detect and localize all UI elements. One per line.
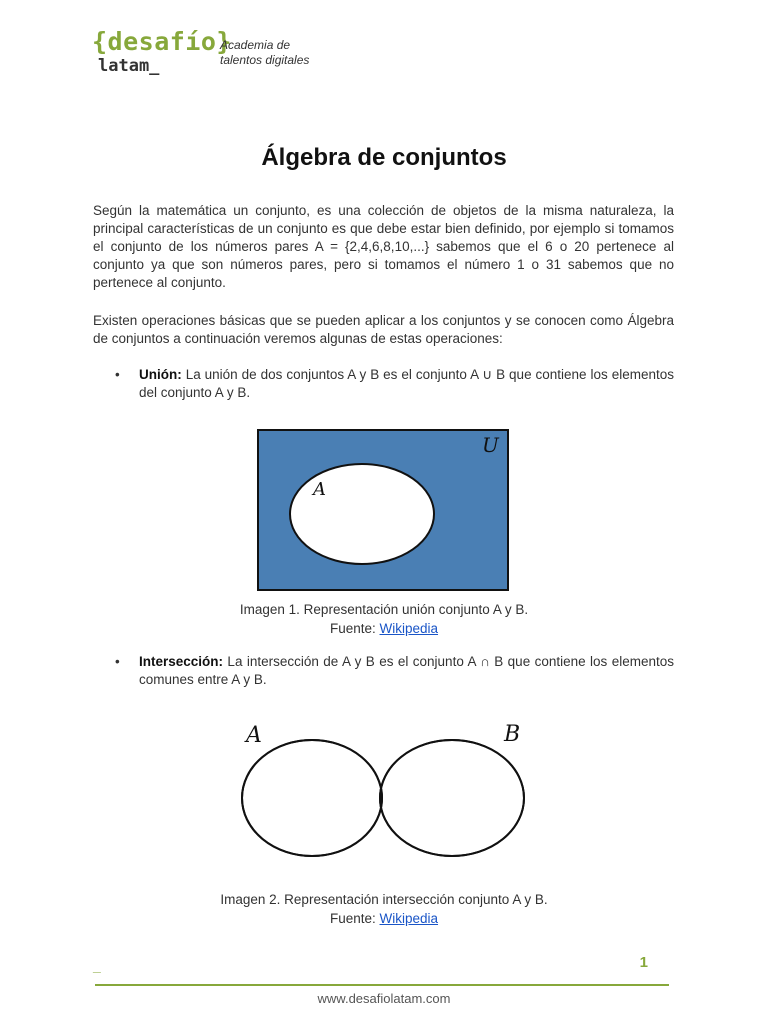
tagline [220,38,309,68]
source-label: Fuente: [329,911,380,926]
set-b-label: B [504,722,521,747]
universe-label: U [482,433,499,457]
figure-1-caption-block [0,600,768,638]
page-number: 1 [639,954,648,971]
brand-logo [92,28,232,76]
footer-url: www.desafiolatam.com [317,991,451,1006]
tagline-line-2: talentos digitales [220,53,310,67]
bullet-description: La intersección de A y B es el conjunto A ∩ B que contiene los elementos comunes entre A y B. [139,654,674,687]
figure-2-caption-block [0,890,768,928]
bullet-dot: • [115,367,120,382]
figure-1-caption: Imagen 1. Representación unión conjunto A y B. [239,602,529,617]
figure-2-source [0,909,768,928]
union-venn-diagram [250,422,520,598]
page-title: Álgebra de conjuntos [261,144,507,171]
intersection-venn-diagram [230,712,540,872]
intro-paragraph: Según la matemática un conjunto, es una colección de objetos de la misma naturaleza, la principal características de un conjunto es que debe estar bien definido, por ejemplo si tomamos el conjunto de los números pares A = {2,4,6,8,10,...} sabemos que el 6 o 20 pertenece al conjunto ya que son números pares, pero si tomamos el número 1 o 31 sabemos que no pertenece al conjunto. [93,203,674,290]
tagline-line-1: Academia de [220,38,291,52]
figure-1-source [0,619,768,638]
logo-subword: latam_ [98,56,160,76]
footer-divider [95,984,669,986]
bullet-union [115,366,674,402]
bullet-term: Intersección: [139,654,224,669]
bullet-text [139,653,674,689]
logo-wordmark: {desafío} [92,27,232,56]
figure-2-caption: Imagen 2. Representación intersección conjunto A y B. [220,892,548,907]
bullet-dot: • [115,654,120,669]
bullet-intersection [115,653,674,689]
wikipedia-link[interactable]: Wikipedia [379,621,439,636]
footer-dash: _ [93,958,101,974]
set-a-label: A [246,723,262,748]
source-label: Fuente: [329,621,380,636]
set-b-outline [380,740,524,856]
bullet-description: La unión de dos conjuntos A y B es el conjunto A ∪ B que contiene los elementos del conjunto A y B. [139,367,674,400]
bullet-text [139,366,674,402]
bullet-term: Unión: [139,367,182,382]
set-a-label: A [313,479,326,500]
wikipedia-link[interactable]: Wikipedia [379,911,439,926]
set-a-ellipse [290,464,434,564]
operations-paragraph: Existen operaciones básicas que se pueden aplicar a los conjuntos y se conocen como Álgebra de conjuntos a continuación veremos algunas de estas operaciones: [93,313,674,346]
